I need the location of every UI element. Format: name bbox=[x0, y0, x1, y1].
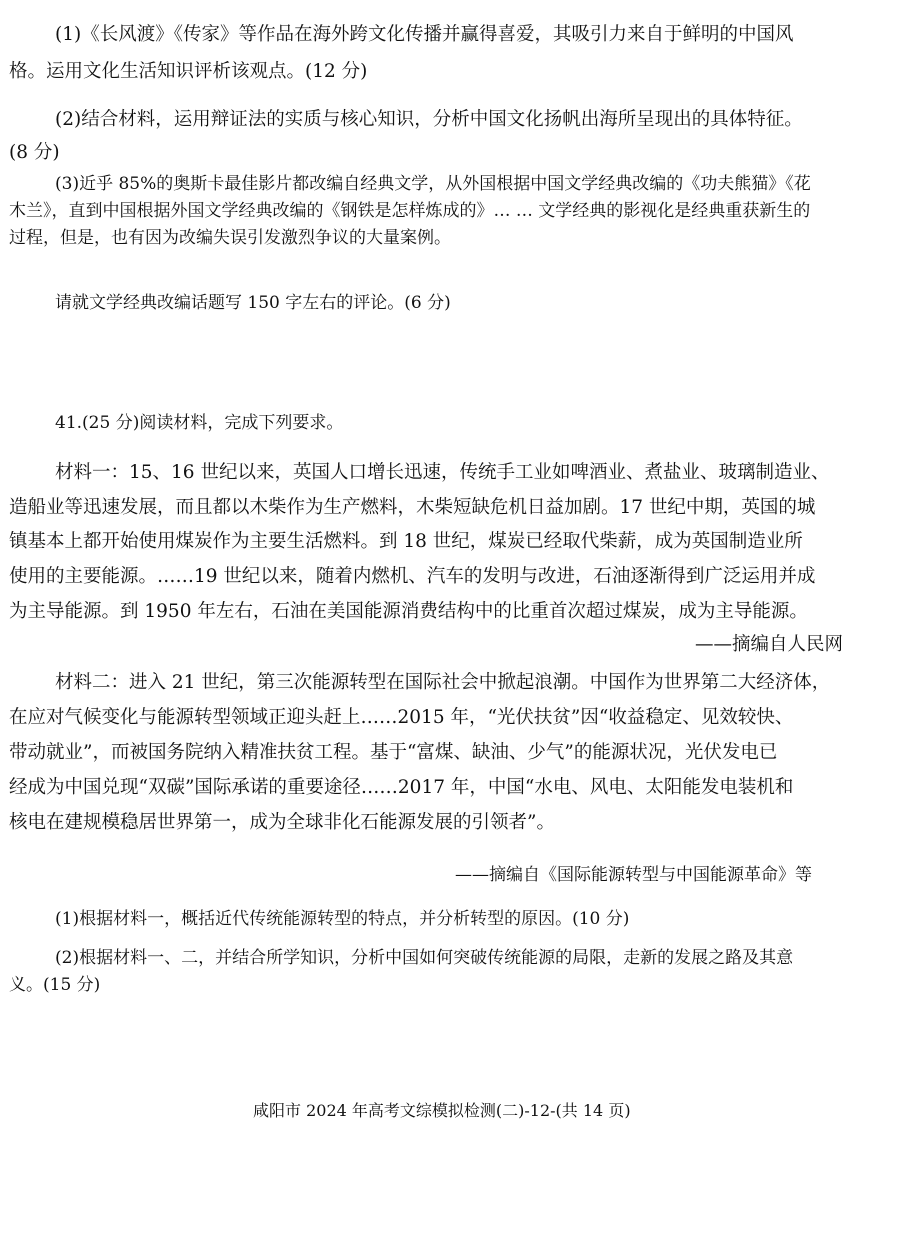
material1-source: ——摘编自人民网 bbox=[695, 634, 844, 655]
material1-line: 材料一：15、16 世纪以来，英国人口增长迅速，传统手工业如啤酒业、煮盐业、玻璃制造业、 bbox=[55, 462, 830, 483]
q41-question1: (1)根据材料一，概括近代传统能源转型的特点，并分析转型的原因。(10 分) bbox=[55, 909, 630, 929]
material1-line: 镇基本上都开始使用煤炭作为主要生活燃料。到 18 世纪，煤炭已经取代柴薪，成为英国制造业所 bbox=[9, 531, 803, 552]
q41-question2-line1: (2)根据材料一、二，并结合所学知识，分析中国如何突破传统能源的局限，走新的发展之路及其意 bbox=[55, 948, 794, 968]
material1-line: 为主导能源。到 1950 年左右，石油在美国能源消费结构中的比重首次超过煤炭，成为主导能源。 bbox=[9, 601, 808, 622]
q40-part3-line2: 木兰》，直到中国根据外国文学经典改编的《钢铁是怎样炼成的》… … 文学经典的影视化是经典重获新生的 bbox=[9, 201, 811, 221]
q40-part2-line1: (2)结合材料，运用辩证法的实质与核心知识，分析中国文化扬帆出海所呈现出的具体特征。 bbox=[55, 109, 803, 130]
q40-part1-line2: 格。运用文化生活知识评析该观点。(12 分) bbox=[9, 61, 368, 82]
q40-part3-line3: 过程，但是，也有因为改编失误引发激烈争议的大量案例。 bbox=[9, 228, 451, 248]
q41-question2-line2: 义。(15 分) bbox=[9, 975, 101, 995]
page-footer: 咸阳市 2024 年高考文综模拟检测(二)-12-(共 14 页) bbox=[253, 1101, 631, 1120]
material2-line: 在应对气候变化与能源转型领域正迎头赶上……2015 年，“光伏扶贫”因“收益稳定、见效较快、 bbox=[9, 707, 794, 728]
q40-part2-line2: (8 分) bbox=[9, 142, 60, 163]
material1-line: 使用的主要能源。……19 世纪以来，随着内燃机、汽车的发明与改进，石油逐渐得到广泛运用并成 bbox=[9, 566, 816, 587]
material1-line: 造船业等迅速发展，而且都以木柴作为生产燃料，木柴短缺危机日益加剧。17 世纪中期，英国的城 bbox=[9, 497, 816, 518]
material2-line: 带动就业”，而被国务院纳入精准扶贫工程。基于“富煤、缺油、少气”的能源状况，光伏发电已 bbox=[9, 742, 778, 763]
material2-source: ——摘编自《国际能源转型与中国能源革命》等 bbox=[455, 865, 812, 885]
q40-part1-line1: (1)《长风渡》《传家》等作品在海外跨文化传播并赢得喜爱，其吸引力来自于鲜明的中国风 bbox=[55, 24, 794, 45]
material2-line: 经成为中国兑现“双碳”国际承诺的重要途径……2017 年，中国“水电、风电、太阳能发电装机和 bbox=[9, 777, 794, 798]
material2-line: 核电在建规模稳居世界第一，成为全球非化石能源发展的引领者”。 bbox=[9, 812, 555, 833]
q41-header: 41.(25 分)阅读材料，完成下列要求。 bbox=[55, 413, 344, 433]
q40-part3-task: 请就文学经典改编话题写 150 字左右的评论。(6 分) bbox=[55, 293, 451, 313]
q40-part3-line1: (3)近乎 85%的奥斯卡最佳影片都改编自经典文学，从外国根据中国文学经典改编的《功夫熊猫》《花 bbox=[55, 174, 811, 194]
material2-line: 材料二：进入 21 世纪，第三次能源转型在国际社会中掀起浪潮。中国作为世界第二大经济体， bbox=[55, 672, 831, 693]
